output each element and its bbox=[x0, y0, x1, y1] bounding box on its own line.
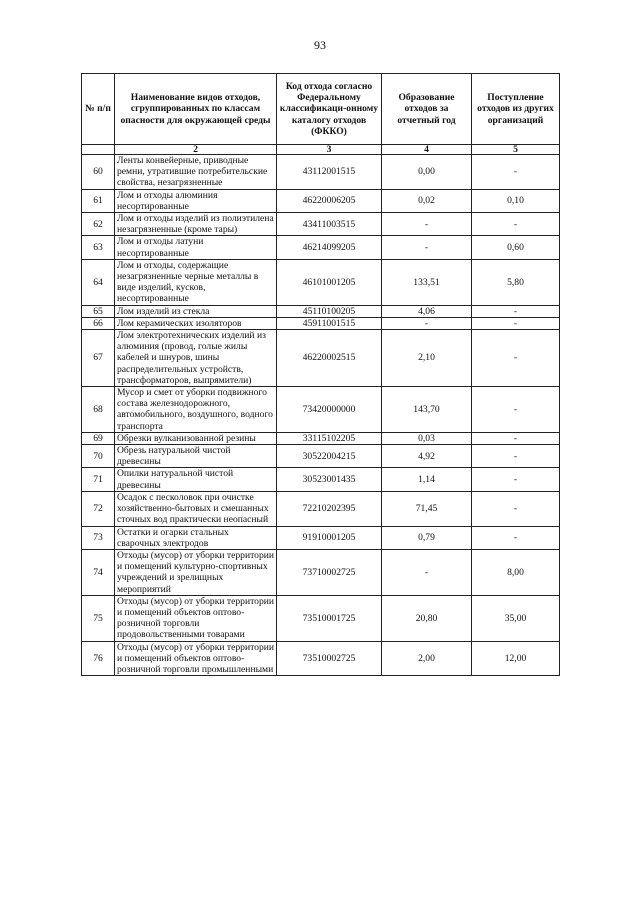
waste-name: Ленты конвейерные, приводные ремни, утратившие потребительские свойства, незагрязненные bbox=[115, 155, 277, 190]
row-number: 66 bbox=[82, 317, 115, 329]
formed-amount: 71,45 bbox=[382, 491, 472, 526]
waste-name: Лом керамических изоляторов bbox=[115, 317, 277, 329]
table-row bbox=[82, 445, 560, 468]
row-number: 67 bbox=[82, 330, 115, 387]
row-number: 64 bbox=[82, 259, 115, 305]
subheader-received: 5 bbox=[472, 145, 560, 155]
table-row bbox=[82, 330, 560, 387]
table-row bbox=[82, 491, 560, 526]
table-row bbox=[82, 155, 560, 190]
table-row bbox=[82, 595, 560, 641]
subheader-name: 2 bbox=[115, 145, 277, 155]
formed-amount: 143,70 bbox=[382, 387, 472, 433]
fkko-code: 73510001725 bbox=[277, 595, 382, 641]
formed-amount: 2,00 bbox=[382, 641, 472, 676]
table-row bbox=[82, 549, 560, 595]
table-row bbox=[82, 236, 560, 259]
waste-name: Отходы (мусор) от уборки территории и помещений культурно-спортивных учреждений и зрелищных мероприятий bbox=[115, 549, 277, 595]
page-number: 93 bbox=[314, 38, 326, 52]
fkko-code: 46214099205 bbox=[277, 236, 382, 259]
waste-name: Лом изделий из стекла bbox=[115, 305, 277, 317]
row-number: 60 bbox=[82, 155, 115, 190]
received-amount: - bbox=[472, 155, 560, 190]
waste-name: Лом и отходы алюминия несортированные bbox=[115, 189, 277, 212]
header-name: Наименование видов отходов, сгруппированных по классам опасности для окружающей среды bbox=[115, 74, 277, 145]
formed-amount: 1,14 bbox=[382, 468, 472, 491]
waste-name: Отходы (мусор) от уборки территории и помещений объектов оптово-розничной торговли продовольственными товарами bbox=[115, 595, 277, 641]
table-row bbox=[82, 432, 560, 444]
table-row bbox=[82, 387, 560, 433]
table-row bbox=[82, 305, 560, 317]
fkko-code: 43411003515 bbox=[277, 213, 382, 236]
received-amount: - bbox=[472, 317, 560, 329]
table-row bbox=[82, 468, 560, 491]
row-number: 73 bbox=[82, 526, 115, 549]
row-number: 70 bbox=[82, 445, 115, 468]
received-amount: - bbox=[472, 213, 560, 236]
formed-amount: 4,92 bbox=[382, 445, 472, 468]
waste-table bbox=[81, 73, 560, 676]
row-number: 65 bbox=[82, 305, 115, 317]
received-amount: - bbox=[472, 491, 560, 526]
received-amount: - bbox=[472, 445, 560, 468]
formed-amount: 20,80 bbox=[382, 595, 472, 641]
formed-amount: 0,03 bbox=[382, 432, 472, 444]
fkko-code: 73510002725 bbox=[277, 641, 382, 676]
waste-name: Лом и отходы латуни несортированные bbox=[115, 236, 277, 259]
table-row bbox=[82, 317, 560, 329]
received-amount: 8,00 bbox=[472, 549, 560, 595]
row-number: 68 bbox=[82, 387, 115, 433]
waste-name: Лом электротехнических изделий из алюминия (провод, голые жилы кабелей и шнуров, шины распределительных устройств, трансформаторов, выпрямители) bbox=[115, 330, 277, 387]
waste-name: Осадок с песколовок при очистке хозяйственно-бытовых и смешанных сточных вод практически неопасный bbox=[115, 491, 277, 526]
received-amount: 35,00 bbox=[472, 595, 560, 641]
table-row bbox=[82, 189, 560, 212]
received-amount: - bbox=[472, 468, 560, 491]
waste-name: Остатки и огарки стальных сварочных электродов bbox=[115, 526, 277, 549]
fkko-code: 73710002725 bbox=[277, 549, 382, 595]
formed-amount: - bbox=[382, 317, 472, 329]
formed-amount: 0,00 bbox=[382, 155, 472, 190]
fkko-code: 45911001515 bbox=[277, 317, 382, 329]
fkko-code: 91910001205 bbox=[277, 526, 382, 549]
received-amount: 0,60 bbox=[472, 236, 560, 259]
received-amount: - bbox=[472, 305, 560, 317]
header-received: Поступление отходов из других организаций bbox=[472, 74, 560, 145]
fkko-code: 46220002515 bbox=[277, 330, 382, 387]
header-code: Код отхода согласно Федеральному классификаци-онному каталогу отходов (ФККО) bbox=[277, 74, 382, 145]
fkko-code: 33115102205 bbox=[277, 432, 382, 444]
received-amount: - bbox=[472, 432, 560, 444]
fkko-code: 43112001515 bbox=[277, 155, 382, 190]
formed-amount: 4,06 bbox=[382, 305, 472, 317]
received-amount: 0,10 bbox=[472, 189, 560, 212]
table-row bbox=[82, 213, 560, 236]
waste-name: Отходы (мусор) от уборки территории и помещений объектов оптово-розничной торговли промышленными bbox=[115, 641, 277, 676]
formed-amount: 133,51 bbox=[382, 259, 472, 305]
fkko-code: 30523001435 bbox=[277, 468, 382, 491]
subheader-num bbox=[82, 145, 115, 155]
waste-name: Мусор и смет от уборки подвижного состава железнодорожного, автомобильного, воздушного, водного транспорта bbox=[115, 387, 277, 433]
row-number: 71 bbox=[82, 468, 115, 491]
formed-amount: 2,10 bbox=[382, 330, 472, 387]
fkko-code: 45110100205 bbox=[277, 305, 382, 317]
waste-name: Обрезь натуральной чистой древесины bbox=[115, 445, 277, 468]
fkko-code: 73420000000 bbox=[277, 387, 382, 433]
fkko-code: 30522004215 bbox=[277, 445, 382, 468]
formed-amount: - bbox=[382, 549, 472, 595]
received-amount: - bbox=[472, 526, 560, 549]
subheader-code: 3 bbox=[277, 145, 382, 155]
table-row bbox=[82, 259, 560, 305]
header-formed: Образование отходов за отчетный год bbox=[382, 74, 472, 145]
waste-name: Обрезки вулканизованной резины bbox=[115, 432, 277, 444]
formed-amount: - bbox=[382, 236, 472, 259]
received-amount: 12,00 bbox=[472, 641, 560, 676]
row-number: 76 bbox=[82, 641, 115, 676]
formed-amount: 0,79 bbox=[382, 526, 472, 549]
row-number: 61 bbox=[82, 189, 115, 212]
received-amount: - bbox=[472, 330, 560, 387]
row-number: 72 bbox=[82, 491, 115, 526]
formed-amount: - bbox=[382, 213, 472, 236]
table-row bbox=[82, 641, 560, 676]
formed-amount: 0,02 bbox=[382, 189, 472, 212]
waste-name: Опилки натуральной чистой древесины bbox=[115, 468, 277, 491]
header-num: № п/п bbox=[82, 74, 115, 145]
table-header bbox=[82, 74, 560, 155]
subheader-formed: 4 bbox=[382, 145, 472, 155]
row-number: 75 bbox=[82, 595, 115, 641]
received-amount: 5,80 bbox=[472, 259, 560, 305]
fkko-code: 46101001205 bbox=[277, 259, 382, 305]
row-number: 69 bbox=[82, 432, 115, 444]
waste-name: Лом и отходы, содержащие незагрязненные черные металлы в виде изделий, кусков, несортированные bbox=[115, 259, 277, 305]
waste-name: Лом и отходы изделий из полиэтилена незагрязненные (кроме тары) bbox=[115, 213, 277, 236]
table-row bbox=[82, 526, 560, 549]
row-number: 63 bbox=[82, 236, 115, 259]
fkko-code: 46220006205 bbox=[277, 189, 382, 212]
fkko-code: 72210202395 bbox=[277, 491, 382, 526]
table-body bbox=[82, 155, 560, 676]
row-number: 74 bbox=[82, 549, 115, 595]
received-amount: - bbox=[472, 387, 560, 433]
row-number: 62 bbox=[82, 213, 115, 236]
